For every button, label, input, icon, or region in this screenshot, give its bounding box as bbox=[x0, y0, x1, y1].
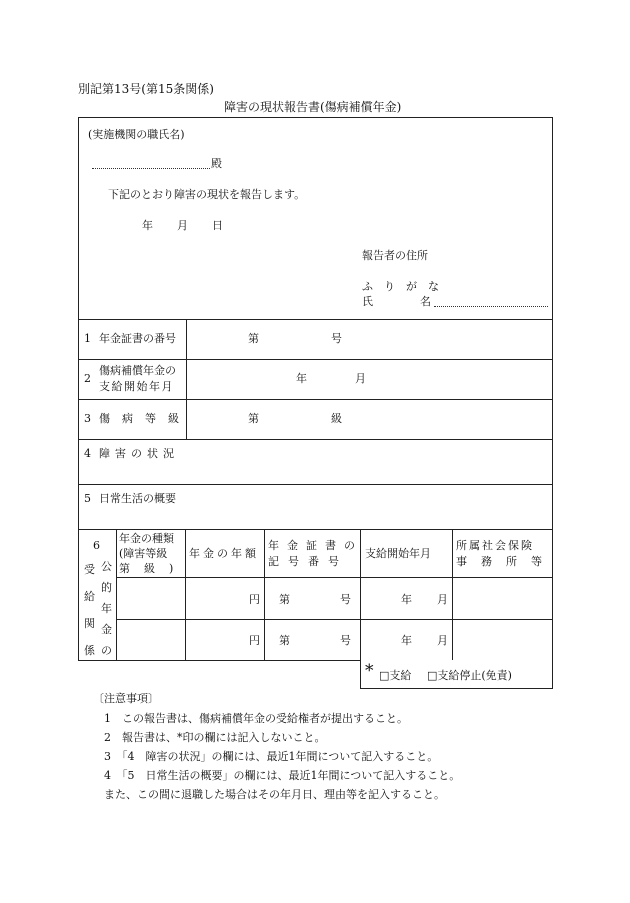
official-use-asterisk: * bbox=[365, 661, 374, 681]
page-title: 障害の現状報告書(傷病補償年金) bbox=[224, 100, 402, 114]
row5-number: 5 bbox=[84, 492, 91, 505]
agency-label: (実施機関の職氏名) bbox=[88, 128, 185, 141]
s6-side-right-3: 年 bbox=[101, 602, 112, 615]
intro-text: 下記のとおり障害の現状を報告します。 bbox=[108, 188, 306, 201]
row1-go: 号 bbox=[331, 332, 342, 345]
divider-row5 bbox=[78, 484, 553, 485]
row1-number: 1 bbox=[84, 332, 91, 345]
name-field[interactable] bbox=[434, 306, 548, 307]
s6-col-c bbox=[264, 529, 265, 660]
honorific: 殿 bbox=[211, 157, 222, 170]
s6-row1-month: 月 bbox=[437, 593, 448, 606]
s6-row2-yen: 円 bbox=[249, 634, 260, 647]
frame-right bbox=[552, 117, 553, 688]
name-label: 氏名 bbox=[362, 295, 478, 308]
s6-side-left-1: 受 bbox=[84, 563, 95, 576]
reporter-address-label: 報告者の住所 bbox=[362, 249, 428, 262]
row1-dai: 第 bbox=[248, 332, 259, 345]
row3-number: 3 bbox=[84, 412, 91, 425]
row3-kyu: 級 bbox=[331, 412, 342, 425]
s6-col-start: 支給開始年月 bbox=[365, 547, 431, 560]
row2-label-line2: 支給開始年月 bbox=[99, 380, 174, 393]
agency-name-field[interactable] bbox=[92, 168, 210, 169]
s6-col-office-l2: 事務所等 bbox=[456, 555, 556, 568]
s6-side-right-5: の bbox=[101, 644, 112, 657]
s6-number: 6 bbox=[93, 539, 100, 552]
s6-row1-go: 号 bbox=[340, 593, 351, 606]
s6-side-right-2: 的 bbox=[101, 581, 112, 594]
row3-dai: 第 bbox=[248, 412, 259, 425]
s6-col-office-l1: 所属社会保険 bbox=[456, 539, 534, 552]
furigana-label: ふりがな bbox=[362, 280, 450, 293]
frame-left bbox=[78, 117, 79, 660]
row2-month: 月 bbox=[355, 372, 366, 385]
row2-label-line1: 傷病補償年金の bbox=[99, 364, 176, 377]
s6-side-right-4: 金 bbox=[101, 623, 112, 636]
s6-col-b bbox=[185, 529, 186, 660]
divider-row6 bbox=[78, 529, 553, 530]
s6-col-kind-l2: (障害等級 bbox=[119, 547, 168, 560]
frame-bottom-left bbox=[78, 660, 360, 661]
s6-col-amount: 年金の年額 bbox=[189, 547, 259, 560]
row5-label: 日常生活の概要 bbox=[99, 492, 176, 505]
s6-row1-year: 年 bbox=[401, 593, 412, 606]
date-year: 年 bbox=[142, 219, 153, 232]
divider-row3 bbox=[78, 399, 553, 400]
notes-heading: 〔注意事項〕 bbox=[93, 692, 159, 705]
s6-col-cert-l2: 記号番号 bbox=[268, 555, 348, 568]
s6-header-bottom bbox=[116, 577, 553, 578]
note-item-1: 1 この報告書は、傷病補償年金の受給権者が提出すること。 bbox=[104, 712, 408, 725]
s6-row2-go: 号 bbox=[340, 634, 351, 647]
divider-row2 bbox=[78, 359, 553, 360]
row1-label: 年金証書の番号 bbox=[99, 332, 176, 345]
row4-number: 4 bbox=[84, 447, 91, 460]
frame-top bbox=[78, 117, 553, 118]
s6-col-e bbox=[452, 529, 453, 660]
s6-row2-year: 年 bbox=[401, 634, 412, 647]
date-month: 月 bbox=[177, 219, 188, 232]
s6-side-left-4: 係 bbox=[84, 644, 95, 657]
checkbox-payment[interactable]: □支給 bbox=[379, 669, 412, 682]
s6-row2-dai: 第 bbox=[279, 634, 290, 647]
row2-year: 年 bbox=[296, 372, 307, 385]
note-item-3: 3 「4 障害の状況」の欄には、最近1年間について記入すること。 bbox=[104, 750, 439, 763]
row3-label: 傷病等級 bbox=[99, 412, 191, 425]
row2-number: 2 bbox=[84, 372, 91, 385]
note-item-2: 2 報告書は、*印の欄には記入しないこと。 bbox=[104, 731, 326, 744]
date-day: 日 bbox=[212, 219, 223, 232]
s6-col-a bbox=[116, 529, 117, 660]
s6-col-kind-l3: 第級) bbox=[119, 562, 188, 575]
row4-label: 障害の状況 bbox=[99, 447, 179, 460]
s6-side-left-2: 給 bbox=[84, 590, 95, 603]
checkbox-left-border bbox=[360, 660, 361, 689]
divider-row4 bbox=[78, 439, 553, 440]
s6-row-sep bbox=[116, 619, 553, 620]
s6-row1-dai: 第 bbox=[279, 593, 290, 606]
s6-col-cert-l1: 年金証書の bbox=[268, 539, 363, 552]
frame-bottom-right bbox=[360, 688, 553, 689]
s6-col-kind-l1: 年金の種類 bbox=[119, 532, 174, 545]
s6-side-right-1: 公 bbox=[101, 560, 112, 573]
note-item-5: また、この間に退職した場合はその年月日、理由等を記入すること。 bbox=[104, 788, 445, 801]
s6-row1-yen: 円 bbox=[249, 593, 260, 606]
divider-row1 bbox=[78, 319, 553, 320]
checkbox-suspension[interactable]: □支給停止(免責) bbox=[427, 669, 512, 682]
s6-side-left-3: 関 bbox=[84, 617, 95, 630]
note-item-4: 4 「5 日常生活の概要」の欄には、最近1年間について記入すること。 bbox=[104, 769, 461, 782]
form-id: 別記第13号(第15条関係) bbox=[78, 82, 214, 96]
s6-row2-month: 月 bbox=[437, 634, 448, 647]
